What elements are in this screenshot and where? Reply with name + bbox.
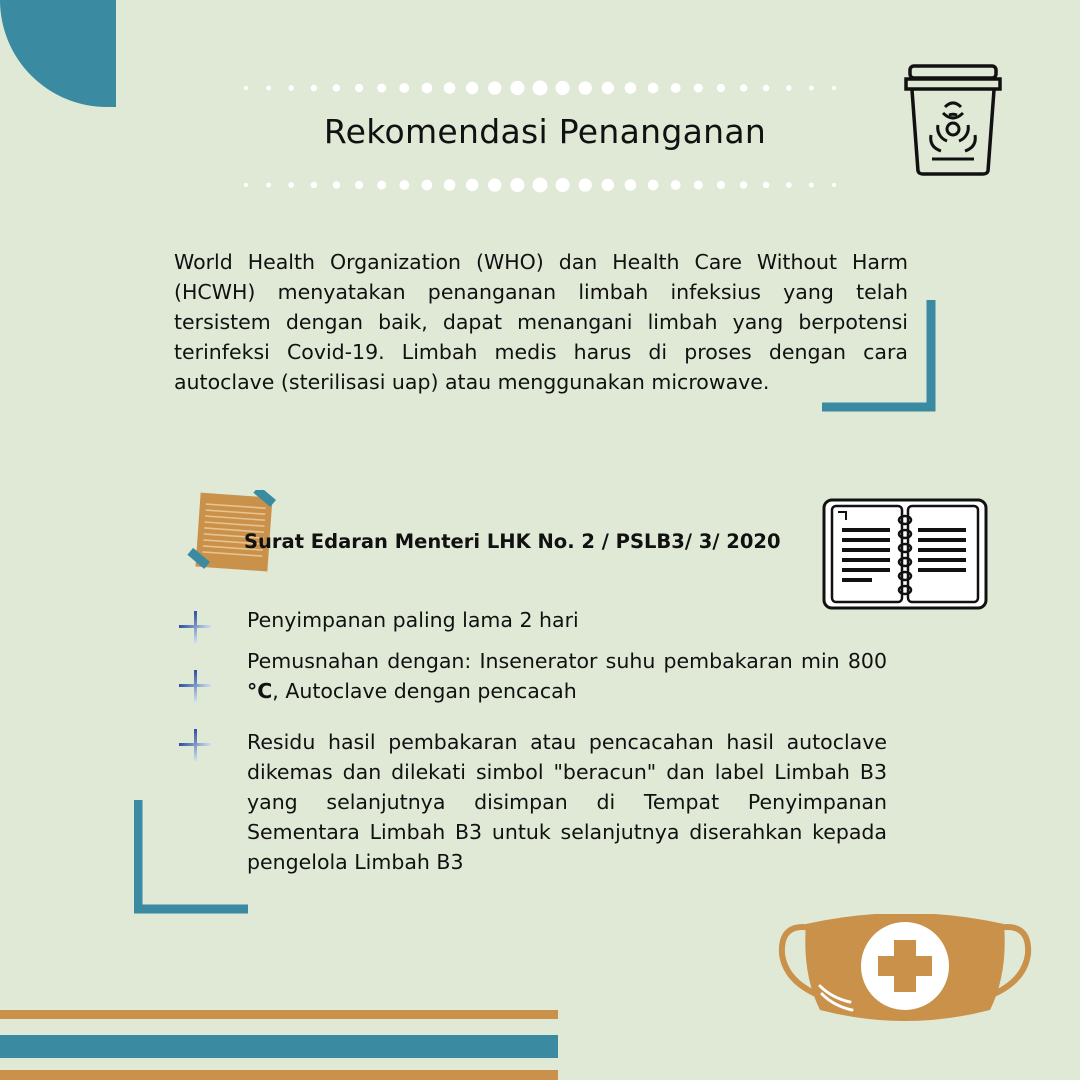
decorative-stripe xyxy=(0,1035,558,1058)
separator-dot xyxy=(355,181,363,189)
dotted-separator-bottom xyxy=(240,175,840,195)
separator-dot xyxy=(832,86,836,90)
page-title: Rekomendasi Penanganan xyxy=(323,112,767,151)
plus-icon xyxy=(177,609,213,645)
list-item xyxy=(247,646,887,706)
separator-dot xyxy=(333,84,340,91)
separator-dot xyxy=(809,86,814,91)
separator-dot xyxy=(717,84,725,92)
separator-dot xyxy=(466,179,478,191)
separator-dot xyxy=(244,86,248,90)
separator-dot xyxy=(444,82,456,94)
bracket-decoration-bottom-left xyxy=(134,800,248,914)
separator-dot xyxy=(377,180,386,189)
separator-dot xyxy=(510,81,524,95)
separator-dot xyxy=(488,178,501,191)
separator-dot xyxy=(602,82,614,94)
separator-dot xyxy=(579,178,592,191)
open-book-icon xyxy=(822,498,988,610)
separator-dot xyxy=(399,180,409,190)
separator-dot xyxy=(266,86,271,91)
separator-dot xyxy=(488,81,501,94)
separator-dot xyxy=(786,85,792,91)
dotted-separator-top xyxy=(240,78,840,98)
plus-icon xyxy=(177,668,213,704)
separator-dot xyxy=(648,83,659,94)
separator-dot xyxy=(288,182,294,188)
list-item-text: , Autoclave dengan pencacah xyxy=(272,679,577,703)
separator-dot xyxy=(786,182,792,188)
corner-decoration xyxy=(0,0,116,107)
separator-dot xyxy=(671,180,681,190)
separator-dot xyxy=(717,181,725,189)
decorative-stripe xyxy=(0,1010,558,1019)
separator-dot xyxy=(832,183,836,187)
list-item-text: Pemusnahan dengan: Insenerator suhu pembakaran min 800 xyxy=(247,649,887,673)
medical-mask-icon xyxy=(776,914,1034,1026)
circular-title: Surat Edaran Menteri LHK No. 2 / PSLB3/ 3/ 2020 xyxy=(244,530,781,553)
separator-dot xyxy=(556,81,570,95)
separator-dot xyxy=(288,85,294,91)
separator-dot xyxy=(377,83,386,92)
decorative-stripe xyxy=(0,1070,558,1080)
separator-dot xyxy=(625,179,637,191)
separator-dot xyxy=(740,84,747,91)
separator-dot xyxy=(244,183,248,187)
intro-paragraph: World Health Organization (WHO) dan Health Care Without Harm (HCWH) menyatakan penanganan limbah infeksius yang telah tersistem dengan baik, dapat menangani limbah yang berpotensi terinfeksi Covid-19. Limbah medis harus di proses dengan cara autoclave (sterilisasi uap) atau menggunakan microwave. xyxy=(174,250,908,394)
separator-dot xyxy=(533,178,548,193)
separator-dot xyxy=(694,83,703,92)
separator-dot xyxy=(533,81,548,96)
separator-dot xyxy=(422,83,433,94)
separator-dot xyxy=(399,83,409,93)
biohazard-bin-icon xyxy=(902,63,1004,177)
separator-dot xyxy=(671,83,681,93)
list-item: Penyimpanan paling lama 2 hari xyxy=(247,608,579,632)
bracket-decoration-top-right xyxy=(822,300,936,412)
degree-unit: °C xyxy=(247,679,273,703)
separator-dot xyxy=(556,178,570,192)
separator-dot xyxy=(333,181,340,188)
plus-icon xyxy=(177,727,213,763)
separator-dot xyxy=(625,82,637,94)
separator-dot xyxy=(466,82,478,94)
separator-dot xyxy=(602,179,614,191)
separator-dot xyxy=(763,182,770,189)
separator-dot xyxy=(510,178,524,192)
separator-dot xyxy=(422,180,433,191)
list-item: Residu hasil pembakaran atau pencacahan hasil autoclave dikemas dan dilekati simbol "beracun" dan label Limbah B3 yang selanjutnya disimpan di Tempat Penyimpanan Sementara Limbah B3 untuk selanjutnya diserahkan kepada pengelola Limbah B3 xyxy=(247,730,887,874)
separator-dot xyxy=(579,81,592,94)
separator-dot xyxy=(694,180,703,189)
separator-dot xyxy=(763,85,770,92)
separator-dot xyxy=(648,180,659,191)
separator-dot xyxy=(740,181,747,188)
separator-dot xyxy=(809,183,814,188)
separator-dot xyxy=(355,84,363,92)
separator-dot xyxy=(266,183,271,188)
separator-dot xyxy=(311,182,318,189)
separator-dot xyxy=(311,85,318,92)
separator-dot xyxy=(444,179,456,191)
